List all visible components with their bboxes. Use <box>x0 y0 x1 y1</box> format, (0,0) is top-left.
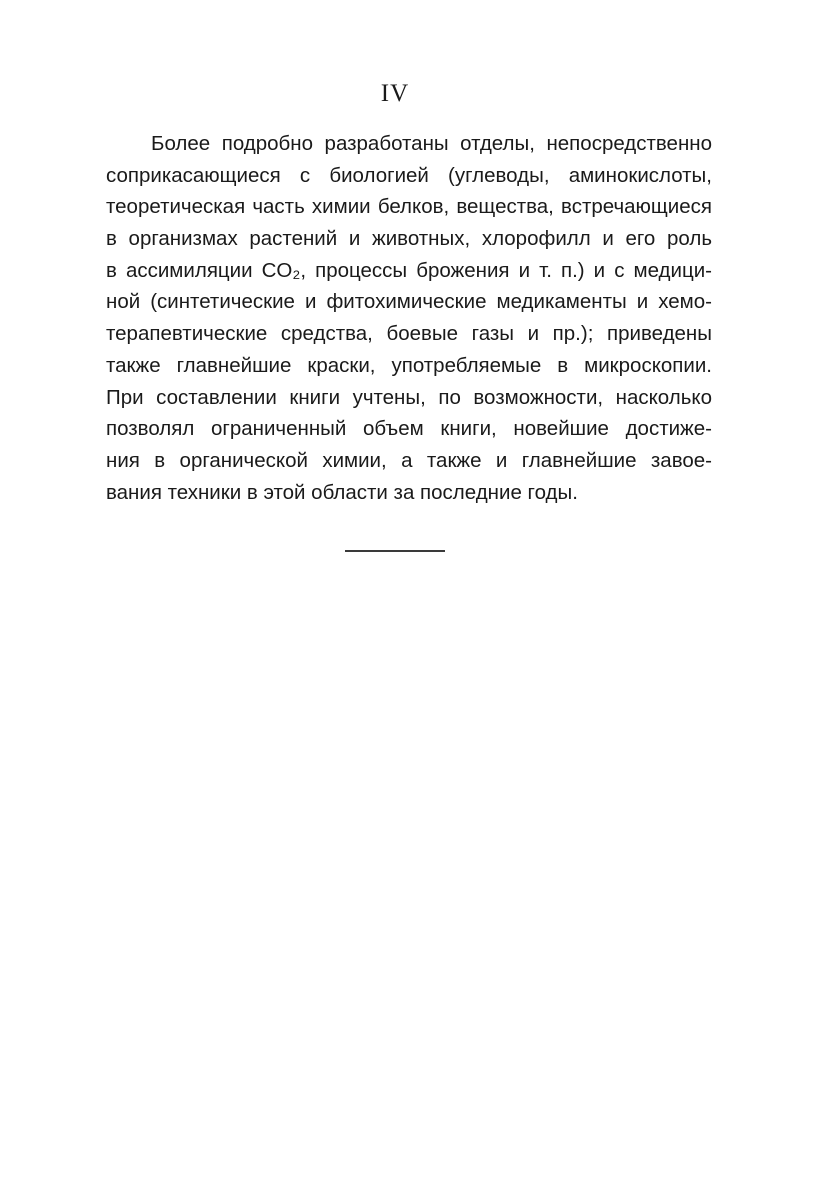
paragraph-line-7: терапевтические средства, боевые газы и пр.); приведены <box>106 322 712 346</box>
paragraph-line-3: теоретическая часть химии белков, вещества, встречающиеся <box>106 195 712 219</box>
preface-paragraph <box>106 128 712 508</box>
paragraph-line-10: позволял ограниченный объем книги, новейшие достиже- <box>106 417 712 441</box>
paragraph-line-12: вания техники в этой области за последние годы. <box>106 480 578 504</box>
paragraph-line-4: в организмах растений и животных, хлорофилл и его роль <box>106 227 712 251</box>
paragraph-line-6: ной (синтетические и фитохимические медикаменты и хемо- <box>106 290 712 314</box>
paragraph-line-11: ния в органической химии, а также и главнейшие завое- <box>106 448 712 472</box>
paragraph-line-5: в ассимиляции CO₂, процессы брожения и т. п.) и с медици- <box>106 258 712 282</box>
paragraph-line-9: При составлении книги учтены, по возможности, насколько <box>106 385 712 409</box>
page-number: IV <box>380 80 410 107</box>
section-divider <box>345 550 445 552</box>
paragraph-line-2: соприкасающиеся с биологией (углеводы, аминокислоты, <box>106 163 712 187</box>
paragraph-line-1: Более подробно разработаны отделы, непосредственно <box>151 132 712 155</box>
paragraph-line-8: также главнейшие краски, употребляемые в микроскопии. <box>106 353 712 377</box>
